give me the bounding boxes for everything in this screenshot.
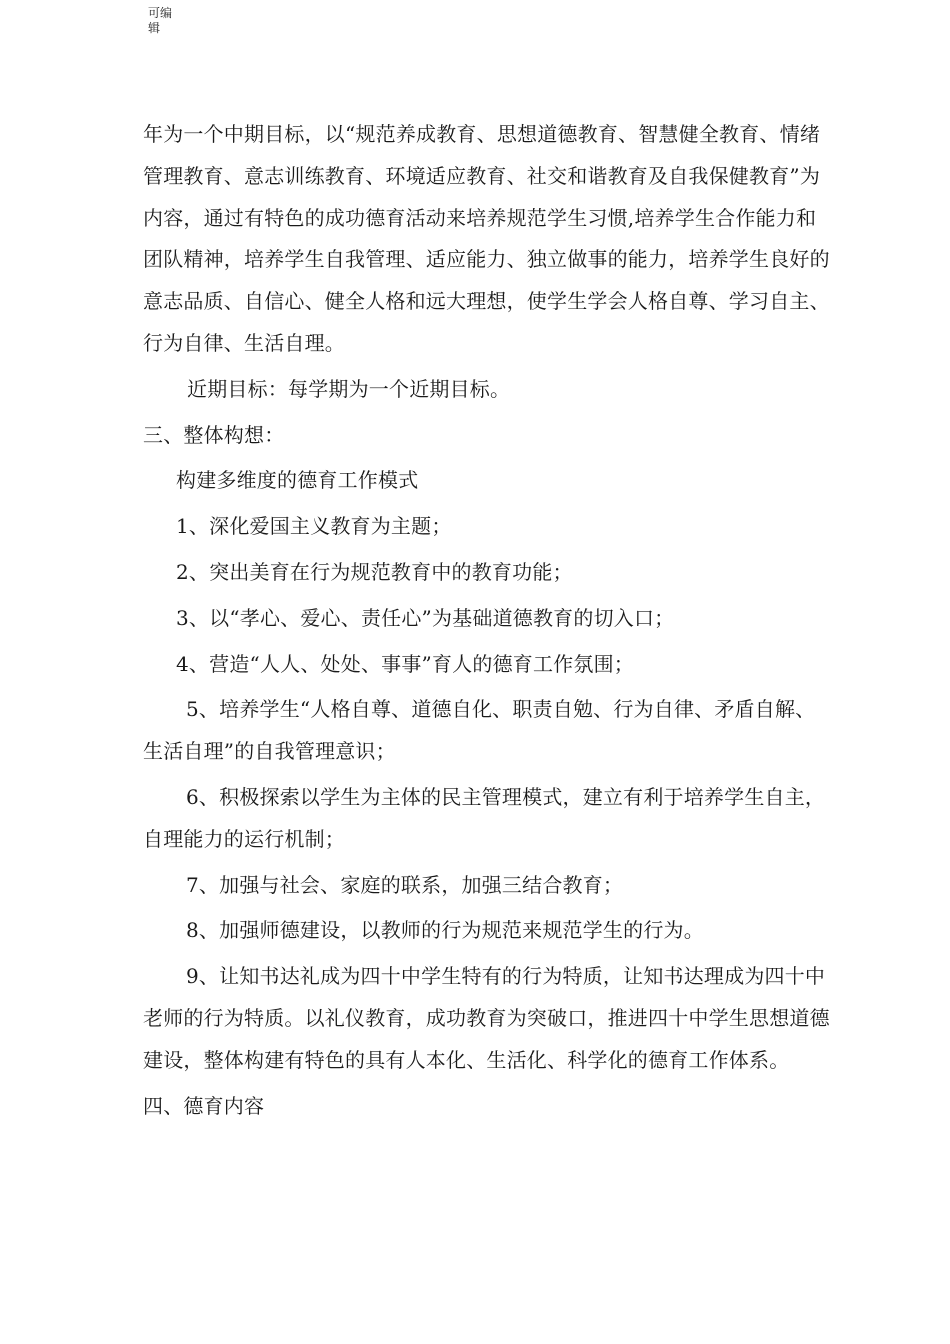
paragraph-model-intro: 构建多维度的德育工作模式 <box>176 468 419 493</box>
list-item-5: 5、培养学生“人格自尊、道德自化、职责自勉、行为自律、矛盾自解、生活自理”的自我管理意识； <box>143 697 816 764</box>
paragraph-short-term-goal: 近期目标：每学期为一个近期目标。 <box>187 376 511 401</box>
list-item-4: 4、营造“人人、处处、事事”育人的德育工作氛围； <box>176 651 634 676</box>
list-item-8: 8、加强师德建设，以教师的行为规范来规范学生的行为。 <box>186 918 704 943</box>
list-item-3: 3、以“孝心、爱心、责任心”为基础道德教育的切入口； <box>176 605 675 630</box>
paragraph-mid-term-goal: 年为一个中期目标，以“规范养成教育、思想道德教育、智慧健全教育、情绪管理教育、意志训练教育、环境适应教育、社交和谐教育及自我保健教育”为内容，通过有特色的成功德育活动来培养规范学生习惯,培养学生合作能力和团队精神，培养学生自我管理、适应能力、独立做事的能力，培养学生良好的意志品质、自信心、健全人格和远大理想，使学生学会人格自尊、学习自主、行为自律、生活自理。 <box>143 122 830 355</box>
editable-note: 可编辑 <box>148 6 173 35</box>
section-heading-moral-content: 四、德育内容 <box>143 1093 265 1118</box>
list-item-9: 9、让知书达礼成为四十中学生特有的行为特质，让知书达理成为四十中老师的行为特质。以礼仪教育，成功教育为突破口，推进四十中学生思想道德建设，整体构建有特色的具有人本化、生活化、科学化的德育工作体系。 <box>143 964 830 1072</box>
document-body <box>143 114 833 1127</box>
section-heading-overall-concept: 三、整体构想： <box>143 422 285 447</box>
list-item-6: 6、积极探索以学生为主体的民主管理模式，建立有利于培养学生自主，自理能力的运行机制； <box>143 784 826 851</box>
list-item-1: 1、深化爱国主义教育为主题； <box>176 514 452 539</box>
list-item-2: 2、突出美育在行为规范教育中的教育功能； <box>176 559 573 584</box>
list-item-7: 7、加强与社会、家庭的联系，加强三结合教育； <box>186 872 624 897</box>
